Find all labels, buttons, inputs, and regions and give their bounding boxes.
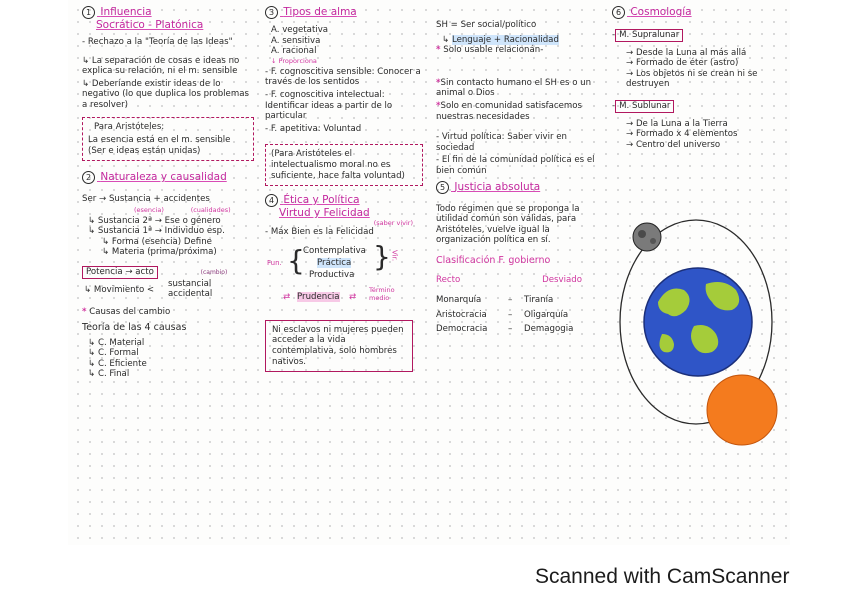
cosmology-drawing <box>610 210 788 460</box>
title-text: Tipos de alma <box>283 6 357 18</box>
sustancia-2: ↳ Sustancia 2ª → Ese o género <box>88 215 221 226</box>
esencia-label: (esencia) <box>134 205 164 214</box>
fun-label: Fun. <box>267 258 282 267</box>
separation-note: ↳ La separación de cosas e ideas no explica su relación, ni el m. sensible <box>82 55 240 77</box>
intelectualismo-box <box>265 144 423 186</box>
sin-text: Sin contacto humano el SH es o un animal o Dios <box>436 77 592 99</box>
gobierno-row: Aristocracia – Oligarquía <box>436 310 596 321</box>
causa-item: ↳ C. Eficiente <box>88 358 147 369</box>
funcion-intelectual: - F. cognoscitiva intelectual: Identificar ideas a partir de lo particular <box>265 89 393 122</box>
alma-item: A. sensitiva <box>271 35 321 46</box>
sublunar-row: - M. Sublunar <box>612 100 792 113</box>
section-5-title <box>436 181 596 194</box>
section-1-title <box>82 6 254 31</box>
causa-label: C. Formal <box>97 348 139 359</box>
moon-icon <box>633 223 661 251</box>
arrows-icon: ⇄ <box>349 291 357 302</box>
fin-comunidad: - El fin de la comunidad política es el bien común <box>436 155 595 176</box>
recto-item: Democracia <box>436 324 488 335</box>
funciones-diagram <box>265 239 423 290</box>
funcion-apetitiva: - F. apetitiva: Voluntad <box>265 123 362 134</box>
causa-item: ↳ C. Formal <box>88 348 139 359</box>
supra-text: Los objetos ni se crean ni se destruyen <box>626 68 758 90</box>
recto-header: Recto <box>436 274 461 285</box>
desviado-item: Tiranía <box>524 295 554 306</box>
causas-text: Causas del cambio <box>89 306 171 317</box>
esclavos-box <box>265 320 413 372</box>
cualidades-label: (cualidades) <box>190 205 231 214</box>
alma-item: A. racional <box>271 46 317 57</box>
desviado-item: Demagogia <box>524 324 574 335</box>
section-number: 2 <box>82 171 95 184</box>
negative-note: ↳ Deberíande existir ideas de lo negativo (lo que duplica los problemas a resolver) <box>82 78 249 110</box>
proporciona-label: Proporciona <box>278 56 317 65</box>
section-number: 1 <box>82 6 95 19</box>
recto-item: Monarquía <box>436 295 482 306</box>
asterisk-icon: * <box>436 77 441 88</box>
proporciona-note: ↓ Proporciona <box>271 56 317 65</box>
alma-list <box>265 25 423 65</box>
moon-crater <box>638 230 646 238</box>
section-number: 3 <box>265 6 278 19</box>
supra-item: → Desde la Luna al más allá <box>626 47 747 58</box>
left-brace-icon: { <box>287 243 305 277</box>
contemplativa-label: Contemplativa <box>303 245 366 256</box>
supra-item: → Formado de éter (astro) <box>626 58 739 69</box>
supra-item: → Los objetos ni se crean ni se destruyen <box>626 68 758 90</box>
clasificacion-title: Clasificación F. gobierno <box>436 254 551 266</box>
forma-line: ↳ Forma (esencia) Define <box>102 236 212 247</box>
causa-label: C. Material <box>97 337 145 348</box>
title-text: Naturaleza y causalidad <box>100 171 227 184</box>
termino-medio-label: Término medio <box>369 285 395 302</box>
lenguaje-line: ↳ Lenguaje + Racionalidad <box>442 34 559 45</box>
prudencia-row <box>265 285 423 306</box>
ser-line <box>82 194 254 215</box>
arrows-icon: ⇄ <box>283 291 291 302</box>
causas-list <box>82 338 254 380</box>
causa-item: ↳ C. Final <box>88 369 130 380</box>
earth-icon <box>644 268 752 376</box>
sub-item: → Centro del universo <box>626 139 721 150</box>
column-1 <box>82 6 254 380</box>
materia-line: ↳ Materia (prima/próxima) <box>102 247 217 258</box>
alma-item: A. vegetativa <box>271 25 329 35</box>
solo-line <box>436 45 596 56</box>
title-text: Cosmología <box>630 6 692 18</box>
practica-label: Práctica <box>317 257 352 268</box>
gobierno-row: Democracia – Demagogia <box>436 324 596 335</box>
sin-contacto <box>436 78 596 99</box>
ser-text: Ser → Sustancia + accidentes <box>82 194 210 205</box>
sublunar-box: M. Sublunar <box>615 100 674 113</box>
todo-regimen: Todo régimen que se proponga la utilidad común son válidas, para Aristóteles, vuelve igual la organización política en sí. <box>436 203 580 246</box>
supra-text: Desde la Luna al más allá <box>635 47 747 58</box>
supra-text: Formado de éter (astro) <box>635 58 739 69</box>
sustancial-label: sustancial <box>168 278 212 289</box>
solo-comunidad <box>436 101 596 122</box>
cambio-label: (cambio) <box>200 268 228 276</box>
section-4-title <box>265 194 423 219</box>
rejection-note: - Rechazo a la "Teoría de las Ideas" <box>82 37 233 47</box>
desviado-header: Desviado <box>542 274 582 285</box>
column-2 <box>265 6 423 378</box>
causa-item: ↳ C. Material <box>88 337 145 348</box>
recto-item: Aristocracia <box>436 309 487 320</box>
sub-item: → De la Luna a la Tierra <box>626 118 728 129</box>
potencia-row <box>82 266 254 279</box>
solo-text: Solo usable relacionán- <box>443 45 544 56</box>
prudencia-label: Prudencia <box>297 291 340 302</box>
sub-item: → Formado x 4 elementos <box>626 129 738 140</box>
lenguaje-text: Lenguaje + Racionalidad <box>451 34 559 45</box>
box-text: La esencia está en el m. sensible (Ser e ideas están unidas) <box>88 135 231 156</box>
causa-label: C. Eficiente <box>97 358 147 369</box>
asterisk-icon: * <box>436 100 441 111</box>
funcion-sensible: - F. cognoscitiva sensible: Conocer a través de los sentidos <box>265 66 421 88</box>
clasif-headers <box>436 275 596 286</box>
causa-label: C. Final <box>97 369 130 380</box>
box-title: Para Aristóteles: <box>94 121 165 132</box>
column-3 <box>436 6 596 335</box>
section-2-title <box>82 171 254 184</box>
section-number: 5 <box>436 181 449 194</box>
accidental-label: accidental <box>168 288 213 299</box>
sh-line: SH = Ser social/político <box>436 20 537 30</box>
productiva-label: Productiva <box>309 269 355 280</box>
title-line-1: Ética y Política <box>283 194 360 207</box>
gobierno-row: Monarquía – Tiranía <box>436 295 596 306</box>
right-brace-icon: } <box>373 239 391 273</box>
title-line-2: Socrático - Platónica <box>96 19 204 31</box>
section-6-title <box>612 6 792 19</box>
virtud-politica: - Virtud política: Saber vivir en sociedad <box>436 132 567 153</box>
sub-text: Formado x 4 elementos <box>635 129 738 140</box>
title-text: Justicia absoluta <box>454 180 541 193</box>
potencia-box: Potencia → acto <box>82 266 158 279</box>
sun-icon <box>707 375 777 445</box>
supralunar-box: M. Supralunar <box>615 29 683 42</box>
causas-row <box>82 307 254 318</box>
vir-label: Vir. <box>390 249 399 261</box>
sub-text: De la Luna a la Tierra <box>635 118 728 129</box>
supralunar-row: - M. Supralunar <box>612 29 792 42</box>
desviado-item: Oligarquía <box>524 309 569 320</box>
asterisk-icon: * <box>82 306 87 317</box>
asterisk-icon: * <box>436 45 441 56</box>
max-bien-line: - Máx Bien es la Felicidad <box>265 227 374 238</box>
saber-vivir-note: (saber vivir) <box>373 219 413 228</box>
movimiento-label: ↳ Movimiento < <box>84 284 155 295</box>
section-number: 6 <box>612 6 625 19</box>
sub-text: Centro del universo <box>635 139 721 150</box>
sustancia-1: ↳ Sustancia 1ª → Individuo esp. <box>88 226 225 237</box>
section-number: 4 <box>265 194 278 207</box>
section-3-title <box>265 6 423 19</box>
moon-crater <box>650 238 656 244</box>
box-text: Ni esclavos ni mujeres pueden acceder a la vida contemplativa, solo hombres nativos. <box>272 324 404 367</box>
comunidad-text: Solo en comunidad satisfacemos nuestras necesidades <box>436 100 582 122</box>
camscanner-watermark: Scanned with CamScanner <box>535 565 790 588</box>
title-line-2: Virtud y Felicidad <box>279 207 370 220</box>
teoria-4-causas: Teoría de las 4 causas <box>82 322 187 334</box>
aristotle-box <box>82 117 254 162</box>
title-line-1: Influencia <box>100 6 152 18</box>
movimiento-row <box>82 279 254 301</box>
box-text: (Para Aristóteles el intelectualismo moral no es suficiente, hace falta voluntad) <box>271 149 405 181</box>
column-4 <box>612 6 792 150</box>
